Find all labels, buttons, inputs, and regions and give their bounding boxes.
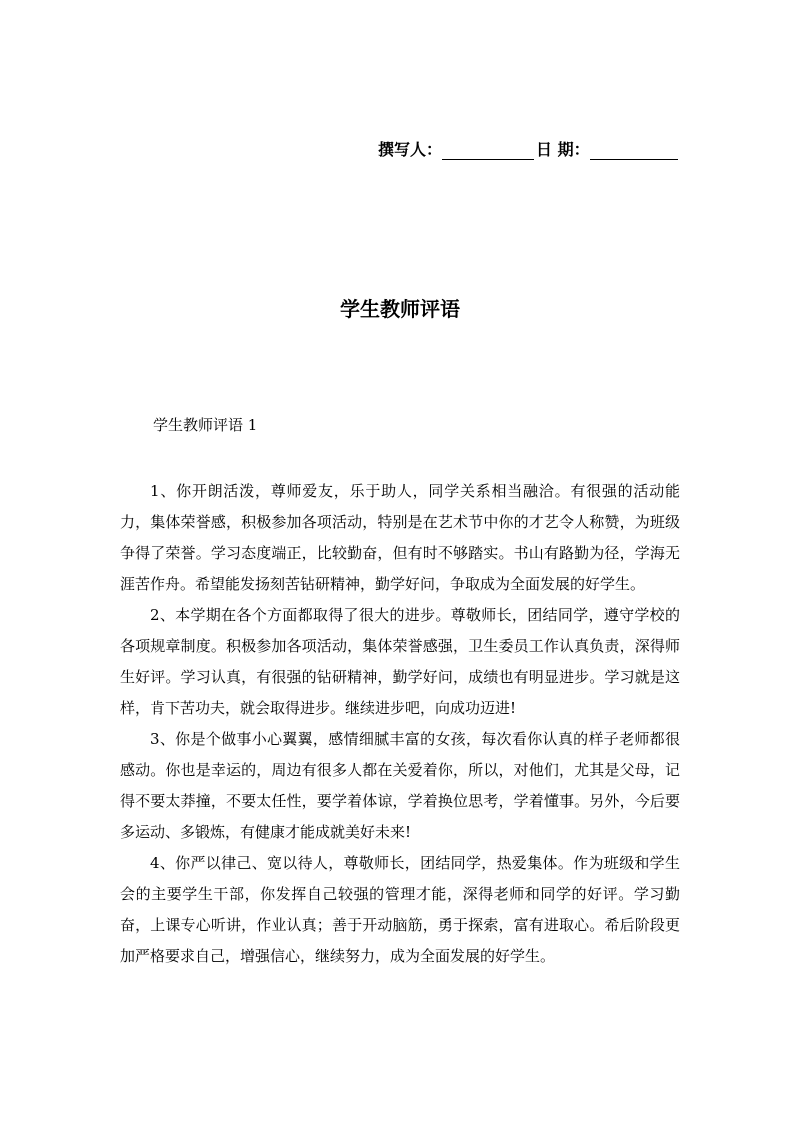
date-blank-line [590, 143, 678, 160]
paragraph-1: 1、你开朗活泼，尊师爱友，乐于助人，同学关系相当融洽。有很强的活动能力，集体荣誉感，积极参加各项活动，特别是在艺术节中你的才艺令人称赞，为班级争得了荣誉。学习态度端正，比较勤奋，但有时不够踏实。书山有路勤为径，学海无涯苦作舟。希望能发扬刻苦钻研精神，勤学好问，争取成为全面发展的好学生。 [120, 482, 680, 593]
paragraph-3: 3、你是个做事小心翼翼，感情细腻丰富的女孩，每次看你认真的样子老师都很感动。你也是幸运的，周边有很多人都在关爱着你，所以，对他们，尤其是父母，记得不要太莽撞，不要太任性，要学着体谅，学着换位思考，学着懂事。另外，今后要多运动、多锻炼，有健康才能成就美好未来! [120, 730, 680, 841]
author-blank-line [442, 143, 534, 160]
paragraph-2: 2、本学期在各个方面都取得了很大的进步。尊敬师长，团结同学，遵守学校的各项规章制度。积极参加各项活动，集体荣誉感强，卫生委员工作认真负责，深得师生好评。学习认真，有很强的钻研精神，勤学好问，成绩也有明显进步。学习就是这样，肯下苦功夫，就会取得进步。继续进步吧，向成功迈进! [120, 606, 680, 717]
paragraph-4: 4、你严以律己、宽以待人，尊敬师长，团结同学，热爱集体。作为班级和学生会的主要学生干部，你发挥自己较强的管理才能，深得老师和同学的好评。学习勤奋，上课专心听讲，作业认真；善于开动脑筋，勇于探索，富有进取心。希后阶段更加严格要求自己，增强信心，继续努力，成为全面发展的好学生。 [120, 854, 680, 965]
document-title: 学生教师评语 [340, 297, 460, 321]
section-heading: 学生教师评语 1 [153, 416, 258, 434]
byline [378, 140, 678, 160]
document-body [120, 476, 680, 972]
date-label: 日 期： [536, 140, 590, 159]
author-label: 撰写人： [378, 140, 443, 159]
